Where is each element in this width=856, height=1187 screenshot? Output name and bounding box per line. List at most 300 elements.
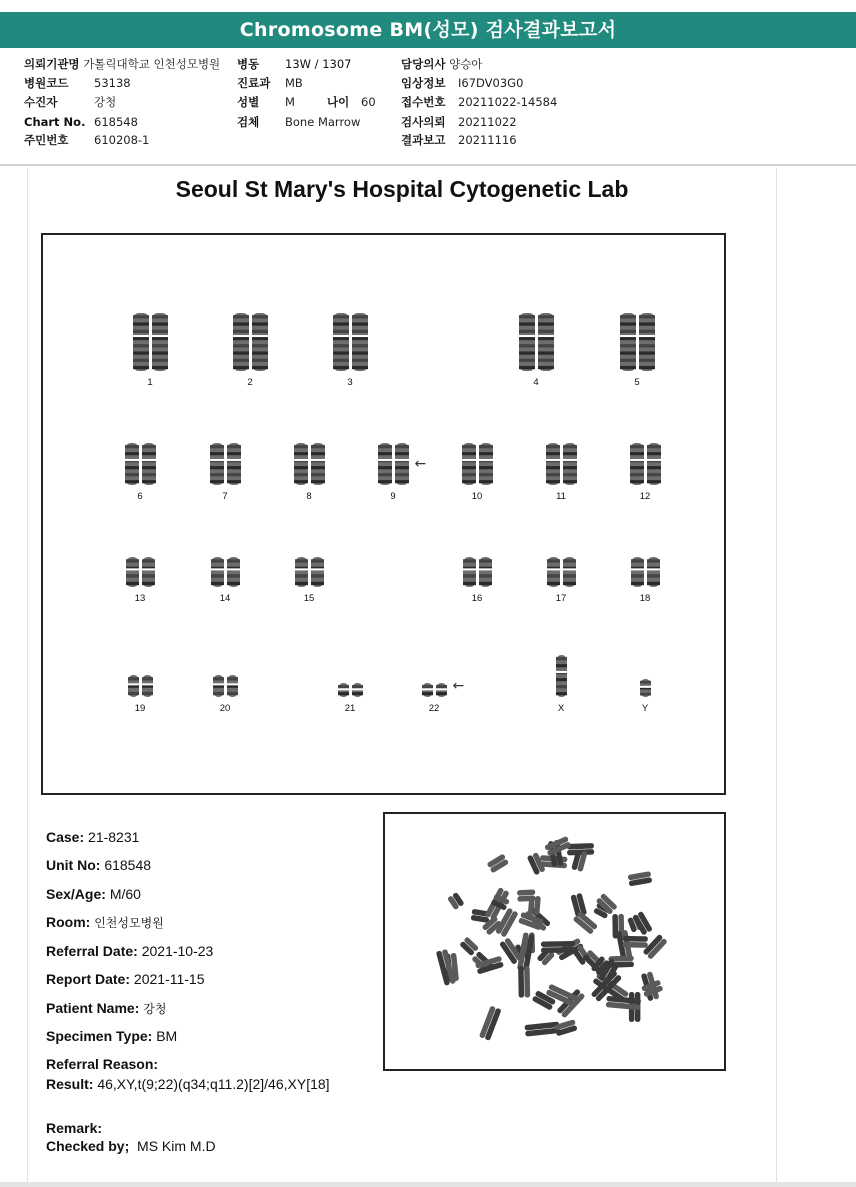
band [311,559,324,562]
band [479,445,493,448]
band [294,445,308,448]
band [142,466,156,469]
chromatid [125,443,139,485]
band [333,330,349,333]
chromatid [462,443,476,485]
chart-value: 618548 [94,115,138,129]
chromosome-18-pair [631,557,660,587]
accession-field [401,93,557,111]
centromere [295,568,308,570]
band [295,582,308,585]
dept-value: MB [285,76,303,90]
band [126,559,139,562]
band [233,344,249,347]
band [333,366,349,369]
band [311,466,325,469]
chromosome-number-6: 6 [137,491,143,502]
band [519,344,535,347]
doctor-label: 담당의사 [401,57,446,71]
band [213,692,224,695]
referral-date-value: 2021-10-23 [141,943,214,959]
band [142,452,156,455]
band [142,480,156,483]
chromatid [311,443,325,485]
band [563,480,577,483]
band [519,315,535,318]
chromosome-10-pair [462,443,493,485]
band [152,322,168,325]
band [333,337,349,340]
centromere [479,568,492,570]
chromosome-19-pair [128,675,153,697]
band [211,574,224,577]
band [294,473,308,476]
chromosome-number-5: 5 [634,377,640,388]
band [479,574,492,577]
chromosome-4-pair [519,313,554,371]
remark-line [46,1120,102,1136]
metaphase-chromosome [528,895,541,915]
referral-date-line [46,943,213,959]
centromere [333,335,349,337]
age-value: 60 [361,95,376,109]
chromosome-20-pair [213,675,238,697]
band [252,330,268,333]
band [125,480,139,483]
chromatid [333,313,349,371]
band [125,445,139,448]
band [333,322,349,325]
band [133,351,149,354]
band [210,480,224,483]
centromere [252,335,268,337]
band [311,582,324,585]
centromere [631,568,644,570]
band [556,678,567,681]
chromatid [395,443,409,485]
centromere [128,683,139,685]
centromere [227,683,238,685]
band [352,344,368,347]
band [639,322,655,325]
band [128,692,139,695]
band [233,315,249,318]
band [252,315,268,318]
band [462,445,476,448]
report-date-field [401,131,517,149]
centromere [436,688,447,690]
band [519,359,535,362]
band [519,322,535,325]
band [211,582,224,585]
band [125,452,139,455]
abnormality-arrow-icon: ← [452,678,465,694]
chromosome-number-9: 9 [390,491,396,502]
chromosome-number-2: 2 [247,377,253,388]
band [462,466,476,469]
band [210,473,224,476]
abnormality-arrow-icon: ← [414,456,427,472]
band [338,692,349,695]
band [378,445,392,448]
chromosome-number-13: 13 [134,593,146,604]
band [647,473,661,476]
band [227,677,238,680]
centromere [647,568,660,570]
ward-label: 병동 [237,57,260,71]
doctor-value: 양승아 [449,57,483,71]
band [620,322,636,325]
band [538,351,554,354]
band [639,359,655,362]
band [152,366,168,369]
band [647,559,660,562]
band [639,337,655,340]
band [227,473,241,476]
band [538,315,554,318]
chromosome-14-pair [211,557,240,587]
chromosome-17-pair [547,557,576,587]
checked-line [46,1138,216,1154]
metaphase-chromosome [632,911,653,936]
chromatid [133,313,149,371]
band [338,685,349,688]
id-label: 주민번호 [24,133,69,147]
band [126,574,139,577]
centromere [352,335,368,337]
band [538,359,554,362]
chromosome-number-16: 16 [471,593,483,604]
chromosome-2-pair [233,313,268,371]
band [142,445,156,448]
chromatid [252,313,268,371]
band [639,330,655,333]
band [378,466,392,469]
accession-value: 20211022-14584 [458,95,558,109]
band [211,559,224,562]
band [133,337,149,340]
band [210,466,224,469]
band [647,574,660,577]
chromatid [142,443,156,485]
band [620,344,636,347]
age-field [327,93,376,111]
band [620,315,636,318]
chromosome-8-pair [294,443,325,485]
band [630,445,644,448]
chromosome-number-y: Y [641,703,649,714]
centromere [311,568,324,570]
chromatid [620,313,636,371]
band [631,582,644,585]
band [352,330,368,333]
chromosome-15-pair [295,557,324,587]
chromosome-21-pair [338,683,363,697]
band [233,322,249,325]
band [519,366,535,369]
centromere [546,459,560,461]
band [479,582,492,585]
band [395,473,409,476]
band [463,559,476,562]
centromere [647,459,661,461]
band [152,351,168,354]
chromosome-number-4: 4 [533,377,539,388]
room-value: 인천성모병원 [94,916,164,930]
band [352,359,368,362]
chromosome-number-10: 10 [471,491,483,502]
chromosome-5-pair [620,313,655,371]
case-label: Case: [46,829,85,845]
doctor-field [401,55,482,73]
band [639,315,655,318]
institution-label: 의뢰기관명 [24,57,80,71]
chromosome-number-11: 11 [556,491,566,502]
chromatid [556,655,567,697]
band [620,351,636,354]
centromere [538,335,554,337]
band [133,366,149,369]
id-field [24,131,149,149]
request-label: 검사의뢰 [401,115,446,129]
band [620,337,636,340]
centromere [142,459,156,461]
band [620,330,636,333]
chromosome-number-12: 12 [639,491,651,502]
centromere [133,335,149,337]
metaphase-chromosome [479,1005,502,1040]
band [556,657,567,660]
band [647,480,661,483]
band [133,344,149,347]
band [227,452,241,455]
band [233,359,249,362]
metaphase-chromosome [628,871,653,886]
centromere [620,335,636,337]
band [233,351,249,354]
band [311,574,324,577]
band [142,559,155,562]
centromere [352,688,363,690]
chromatid [519,313,535,371]
patient-value: 강청 [94,95,117,109]
band [422,692,433,695]
sexage-label: Sex/Age: [46,886,106,902]
band [311,445,325,448]
chromatid [647,443,661,485]
band [395,445,409,448]
metaphase-chromosome [524,1022,560,1037]
centromere [462,459,476,461]
band [538,344,554,347]
chromatid [630,443,644,485]
band [252,351,268,354]
id-value: 610208-1 [94,133,150,147]
checked-value: MS Kim M.D [137,1138,216,1154]
centromere [125,459,139,461]
chromosome-16-pair [463,557,492,587]
band [479,473,493,476]
band [333,359,349,362]
report-date-label-2: Report Date: [46,971,131,987]
report-title: Chromosome BM(성모) 검사결과보고서 [0,12,856,48]
patient-info-panel [0,48,856,166]
band [395,452,409,455]
band [640,693,651,696]
band [294,480,308,483]
band [294,452,308,455]
patient-label: 수진자 [24,95,58,109]
chromosome-12-pair [630,443,661,485]
chromosome-6-pair [125,443,156,485]
band [479,452,493,455]
metaphase-chromosome [447,892,465,910]
referral-reason-label: Referral Reason: [46,1056,159,1072]
band [233,337,249,340]
centromere [563,459,577,461]
centromere [152,335,168,337]
band [333,351,349,354]
side-margin [778,168,856,1182]
band [546,452,560,455]
band [630,452,644,455]
chromatid [479,443,493,485]
band [395,480,409,483]
centromere [142,683,153,685]
band [252,366,268,369]
band [639,351,655,354]
band [546,466,560,469]
sex-label: 성별 [237,95,260,109]
hospital-code-label: 병원코드 [24,76,69,90]
band [227,480,241,483]
chromatid [546,443,560,485]
band [227,582,240,585]
centromere [479,459,493,461]
chromatid [233,313,249,371]
centromere [639,335,655,337]
band [563,445,577,448]
sex-field [237,93,295,111]
chromatid [227,443,241,485]
karyotype-image [41,233,726,795]
centromere [213,683,224,685]
band [133,322,149,325]
band [213,677,224,680]
band [295,574,308,577]
chromatid [152,313,168,371]
centromere [640,686,651,688]
band [142,582,155,585]
band [630,466,644,469]
patient-field [24,93,116,111]
chart-field [24,113,138,131]
band [125,473,139,476]
accession-label: 접수번호 [401,95,446,109]
chromosome-number-x: X [557,703,565,714]
centromere [210,459,224,461]
centromere [211,568,224,570]
sexage-value: M/60 [109,886,141,902]
band [352,366,368,369]
band [538,337,554,340]
specimen-type-line [46,1028,177,1044]
band [647,452,661,455]
band [252,337,268,340]
chromatid [378,443,392,485]
band [546,445,560,448]
chromosome-number-14: 14 [219,593,231,604]
band [378,480,392,483]
band [547,582,560,585]
chromosome-13-pair [126,557,155,587]
case-value: 21-8231 [88,829,140,845]
chromatid [210,443,224,485]
hospital-code-value: 53138 [94,76,131,90]
band [519,351,535,354]
metaphase-chromosome [518,966,530,998]
room-label: Room: [46,914,91,930]
band [631,574,644,577]
chromosome-number-22: 22 [428,703,440,714]
band [133,315,149,318]
band [538,366,554,369]
band [294,466,308,469]
metaphase-image [383,812,726,1071]
age-label: 나이 [327,95,350,109]
band [462,473,476,476]
band [152,315,168,318]
metaphase-chromosome [459,936,479,956]
chromosome-7-pair [210,443,241,485]
band [352,685,363,688]
chromosome-22-pair [422,683,447,697]
band [546,480,560,483]
centromere [563,568,576,570]
band [463,582,476,585]
band [128,677,139,680]
band [378,452,392,455]
centromere [227,568,240,570]
band [142,574,155,577]
report-date-label: 결과보고 [401,133,446,147]
band [142,473,156,476]
band [563,466,577,469]
band [556,685,567,688]
band [227,574,240,577]
chromosome-number-18: 18 [639,593,651,604]
chromosome-number-21: 21 [344,703,356,714]
band [142,692,153,695]
metaphase-spread [385,814,724,1069]
dept-label: 진료과 [237,76,271,90]
band [538,322,554,325]
band [133,359,149,362]
band [547,559,560,562]
band [152,337,168,340]
chromosome-number-20: 20 [219,703,231,714]
institution-field [24,55,220,73]
referral-reason-line [46,1056,158,1072]
chromosome-number-19: 19 [134,703,146,714]
metaphase-chromosome [487,853,510,873]
chromatid [563,443,577,485]
band [640,681,651,684]
band [647,445,661,448]
chromosome-y-pair [640,679,651,697]
band [395,466,409,469]
band [227,559,240,562]
